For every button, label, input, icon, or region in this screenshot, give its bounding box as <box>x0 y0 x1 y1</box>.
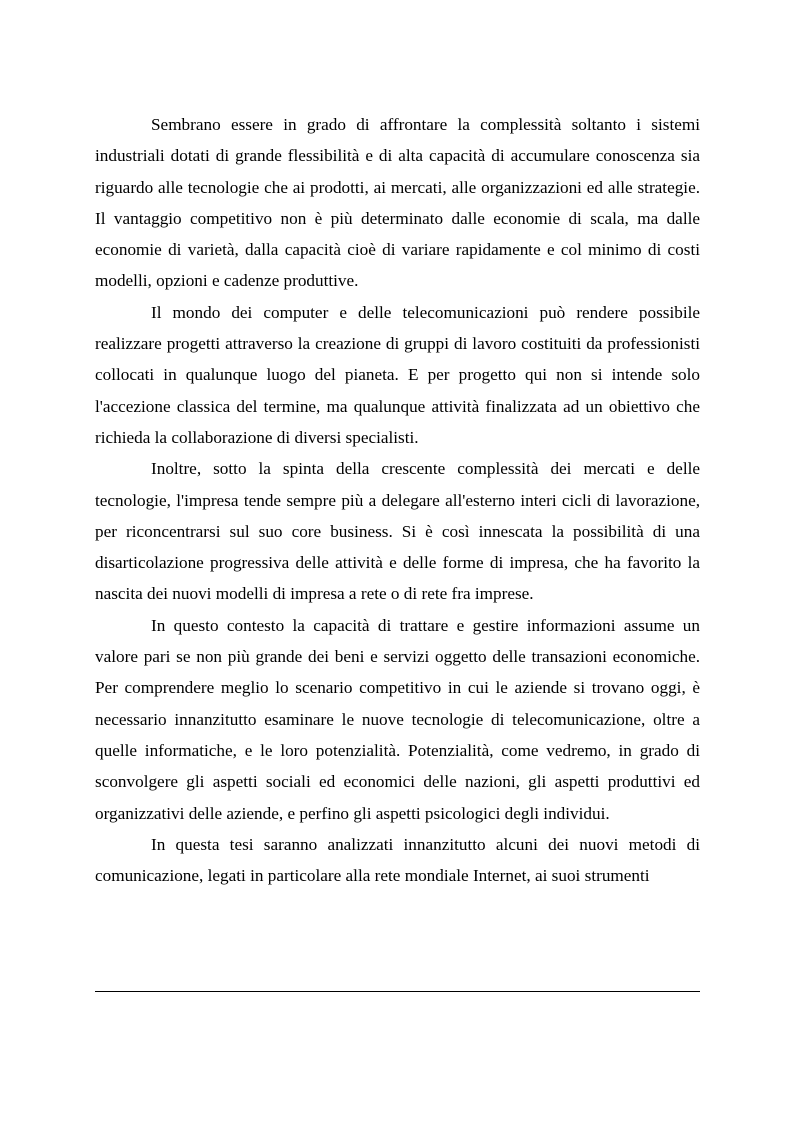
footnote-separator-rule <box>95 991 700 992</box>
paragraph-4: In questo contesto la capacità di trattare e gestire informazioni assume un valore pari se non più grande dei beni e servizi oggetto delle transazioni economiche. Per comprendere meglio lo scenario competitivo in cui le aziende si trovano oggi, è necessario innanzitutto esaminare le nuove tecnologie di telecomunicazione, oltre a quelle informatiche, e le loro potenzialità. Potenzialità, come vedremo, in grado di sconvolgere gli aspetti sociali ed economici delle nazioni, gli aspetti produttivi ed organizzativi delle aziende, e perfino gli aspetti psicologici degli individui. <box>95 615 700 823</box>
paragraph-2: Il mondo dei computer e delle telecomunicazioni può rendere possibile realizzare progetti attraverso la creazione di gruppi di lavoro costituiti da professionisti collocati in qualunque luogo del pianeta. E per progetto qui non si intende solo l'accezione classica del termine, ma qualunque attività finalizzata ad un obiettivo che richieda la collaborazione di diversi specialisti. <box>95 302 700 447</box>
paragraph-5: In questa tesi saranno analizzati innanzitutto alcuni dei nuovi metodi di comunicazione, legati in particolare alla rete mondiale Internet, ai suoi strumenti <box>95 834 700 886</box>
body-text <box>95 109 700 891</box>
paragraph-1: Sembrano essere in grado di affrontare la complessità soltanto i sistemi industriali dotati di grande flessibilità e di alta capacità di accumulare conoscenza sia riguardo alle tecnologie che ai prodotti, ai mercati, alle organizzazioni ed alle strategie. Il vantaggio competitivo non è più determinato dalle economie di scala, ma dalle economie di varietà, dalla capacità cioè di variare rapidamente e col minimo di costi modelli, opzioni e cadenze produttive. <box>95 115 700 291</box>
paragraph-3: Inoltre, sotto la spinta della crescente complessità dei mercati e delle tecnologie, l'impresa tende sempre più a delegare all'esterno interi cicli di lavorazione, per riconcentrarsi sul suo core business. Si è così innescata la possibilità di una disarticolazione progressiva delle attività e delle forme di impresa, che ha favorito la nascita dei nuovi modelli di impresa a rete o di rete fra imprese. <box>95 459 700 604</box>
